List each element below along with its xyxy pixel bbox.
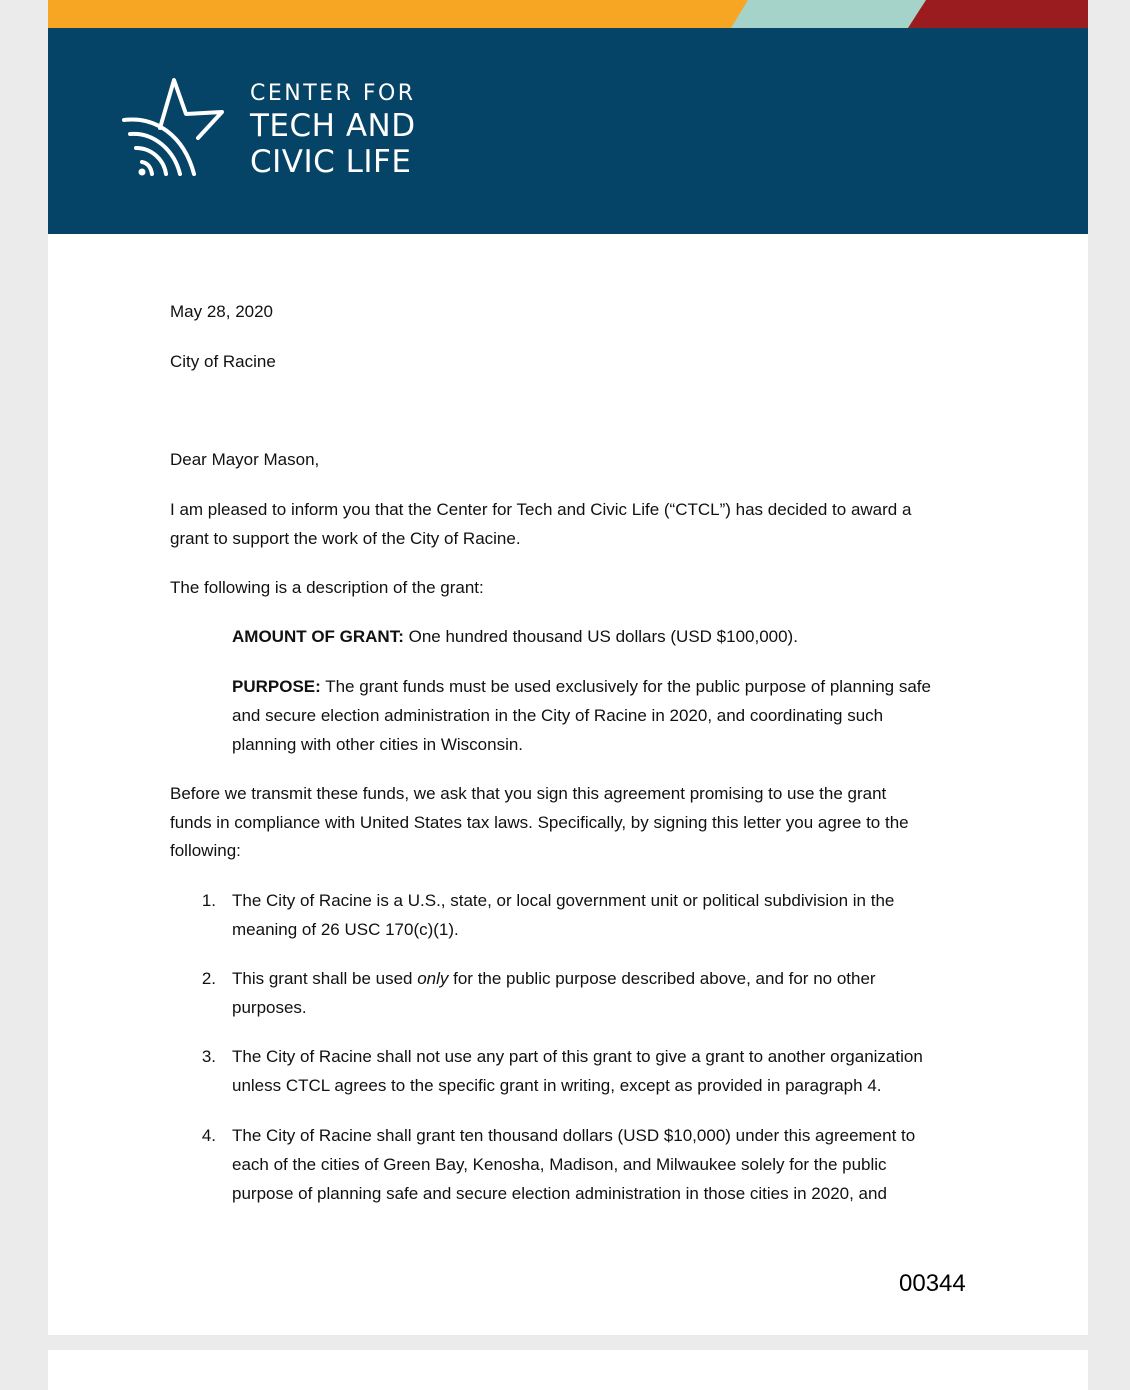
list-item-3-line-2: unless CTCL agrees to the specific grant in writing, except as provided in paragraph 4. bbox=[232, 1076, 882, 1095]
organization-logo-text bbox=[250, 80, 416, 180]
header-color-stripe bbox=[48, 0, 1088, 28]
list-item-4-line-3: purpose of planning safe and secure election administration in those cities in 2020, and bbox=[232, 1184, 887, 1203]
logo-line-1: CENTER FOR bbox=[250, 81, 416, 106]
letter-salutation: Dear Mayor Mason, bbox=[170, 450, 320, 469]
list-item-4-line-2: each of the cities of Green Bay, Kenosha, Madison, and Milwaukee solely for the public bbox=[232, 1155, 887, 1174]
list-item-2-line-1 bbox=[232, 964, 972, 993]
agreement-intro-line-1: Before we transmit these funds, we ask that you sign this agreement promising to use the grant bbox=[170, 784, 887, 803]
header-banner bbox=[48, 28, 1088, 234]
agreement-intro-line-3: following: bbox=[170, 841, 241, 860]
list-item-2-emphasis: only bbox=[417, 969, 449, 988]
list-item-4-line-1: The City of Racine shall grant ten thousand dollars (USD $10,000) under this agreement to bbox=[232, 1126, 916, 1145]
intro-paragraph-line-2: grant to support the work of the City of Racine. bbox=[170, 529, 521, 548]
purpose-label: PURPOSE: bbox=[232, 677, 321, 696]
purpose-line-1 bbox=[232, 672, 972, 701]
letter-date: May 28, 2020 bbox=[170, 302, 274, 321]
list-item-1-line-1: The City of Racine is a U.S., state, or local government unit or political subdivision in the bbox=[232, 891, 895, 910]
logo-line-3: CIVIC LIFE bbox=[250, 144, 412, 180]
list-item-1-line-2: meaning of 26 USC 170(c)(1). bbox=[232, 920, 459, 939]
star-signal-logo-icon bbox=[120, 76, 228, 178]
list-item-3-line-1: The City of Racine shall not use any part of this grant to give a grant to another organization bbox=[232, 1047, 923, 1066]
grant-description-intro: The following is a description of the grant: bbox=[170, 578, 484, 597]
list-item-number: 1. bbox=[201, 891, 216, 910]
list-item-number: 2. bbox=[201, 969, 216, 988]
list-item-2-text-a: This grant shall be used bbox=[232, 969, 418, 988]
list-item-2-line-2: purposes. bbox=[232, 998, 307, 1017]
bates-page-number: 00344 bbox=[899, 1270, 966, 1297]
intro-paragraph-line-1: I am pleased to inform you that the Center for Tech and Civic Life (“CTCL”) has decided to award a bbox=[170, 500, 912, 519]
agreement-intro-line-2: funds in compliance with United States tax laws. Specifically, by signing this letter you agree to the bbox=[170, 813, 909, 832]
amount-of-grant bbox=[232, 622, 972, 651]
amount-label: AMOUNT OF GRANT: bbox=[232, 627, 404, 646]
amount-text: One hundred thousand US dollars (USD $100,000). bbox=[403, 627, 798, 646]
document-page bbox=[48, 0, 1088, 1335]
list-item-number: 3. bbox=[201, 1047, 216, 1066]
next-page-edge bbox=[48, 1350, 1088, 1390]
purpose-line-3: planning with other cities in Wisconsin. bbox=[232, 735, 524, 754]
logo-line-2: TECH AND bbox=[250, 108, 416, 144]
purpose-text: The grant funds must be used exclusively for the public purpose of planning safe bbox=[320, 677, 931, 696]
letter-recipient: City of Racine bbox=[170, 352, 276, 371]
list-item-2-text-c: for the public purpose described above, and for no other bbox=[448, 969, 876, 988]
list-item-number: 4. bbox=[201, 1126, 216, 1145]
purpose-line-2: and secure election administration in the City of Racine in 2020, and coordinating such bbox=[232, 706, 884, 725]
